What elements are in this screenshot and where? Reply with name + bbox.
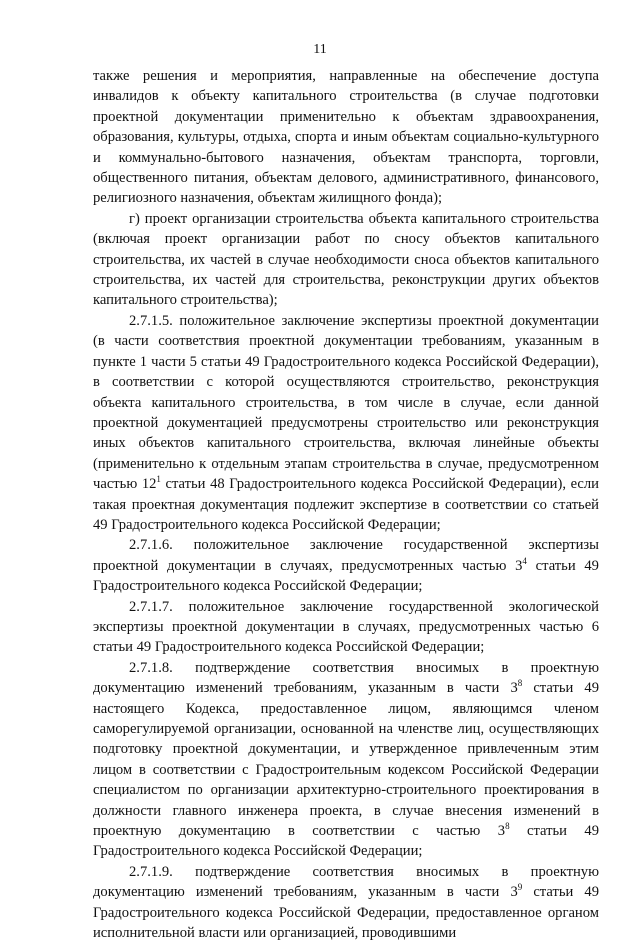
- paragraph-construction-organization-project: [93, 209, 599, 311]
- paragraph-2-7-1-6: [93, 535, 599, 596]
- text-run: 2.7.1.9. подтверждение соответствия вносимых в проектную документацию изменений требованиям, указанным в части 3: [93, 863, 599, 901]
- paragraph-2-7-1-5: [93, 311, 599, 535]
- text-run: статьи 48 Градостроительного кодекса Российской Федерации), если такая проектная документация подлежит экспертизе в соответствии со статьей 49 Градостроительного кодекса Российской Федерации;: [93, 476, 599, 533]
- paragraph-2-7-1-8: [93, 658, 599, 862]
- superscript: 9: [517, 882, 523, 893]
- text-run: статьи 49 Градостроительного кодекса Российской Федерации;: [93, 823, 599, 860]
- text-run: 2.7.1.8. подтверждение соответствия вносимых в проектную документацию изменений требованиям, указанным в части 3: [93, 659, 599, 697]
- text-run: 2.7.1.6. положительное заключение государственной экспертизы проектной документации в случаях, предусмотренных частью 3: [93, 537, 599, 574]
- text-run: статьи 49 Градостроительного кодекса Российской Федерации, предоставленное органом исполнительной власти или организацией, проводившими: [93, 884, 599, 942]
- superscript: 8: [505, 821, 510, 832]
- text-run: также решения и мероприятия, направленные на обеспечение доступа инвалидов к объекту капитального строительства (в случае подготовки проектной документации применительно к объектам здравоохранения, образования, культуры, отдыха, спорта и иным объектам социально-культурного и коммунально-бытового назначения, объектам транспорта, торговли, общественного питания, объектам делового, административного, финансового, религиозного назначения, объектам жилищного фонда);: [93, 68, 599, 207]
- paragraph-2-7-1-9: [93, 862, 599, 943]
- paragraph-2-7-1-7: [93, 597, 599, 658]
- paragraph-accessibility-measures: [93, 66, 599, 209]
- text-run: г) проект организации строительства объекта капитального строительства (включая проект организации работ по сносу объектов капитального строительства, их частей в случае необходимости сноса объектов капитального строительства, их частей для строительства, реконструкции других объектов капитального строительства);: [93, 210, 599, 309]
- text-run: статьи 49 Градостроительного кодекса Российской Федерации;: [93, 557, 599, 595]
- text-run: статьи 49 настоящего Кодекса, предоставленное лицом, являющимся членом саморегулируемой организации, основанной на членстве лиц, осуществляющих подготовку проектной документации, и утвержденное привлеченным этим лицом в соответствии с Градостроительным кодексом Российской Федерации специалистом по организации архитектурно-строительного проектирования в должности главного инженера проекта, в случае внесения изменений в проектную документацию в соответствии с частью 3: [93, 680, 599, 840]
- superscript: 1: [156, 474, 161, 485]
- superscript: 8: [517, 678, 523, 689]
- page-number: 11: [313, 42, 327, 57]
- text-run: 2.7.1.7. положительное заключение государственной экологической экспертизы проектной документации в случаях, предусмотренных частью 6 статьи 49 Градостроительного кодекса Российской Федерации;: [93, 598, 599, 656]
- superscript: 4: [522, 555, 527, 566]
- text-run: 2.7.1.5. положительное заключение экспертизы проектной документации (в части соответствия проектной документации требованиям, указанным в пункте 1 части 5 статьи 49 Градостроительного кодекса Российской Федерации), в соответствии с которой осуществляются строительство, реконструкция объекта капитального строительства, в том числе в случае, если данной проектной документацией предусмотрены строительство или реконструкция иных объектов капитального строительства, включая линейные объекты (применительно к отдельным этапам строительства в случае, предусмотренном частью 12: [93, 312, 599, 493]
- document-body: [93, 66, 599, 943]
